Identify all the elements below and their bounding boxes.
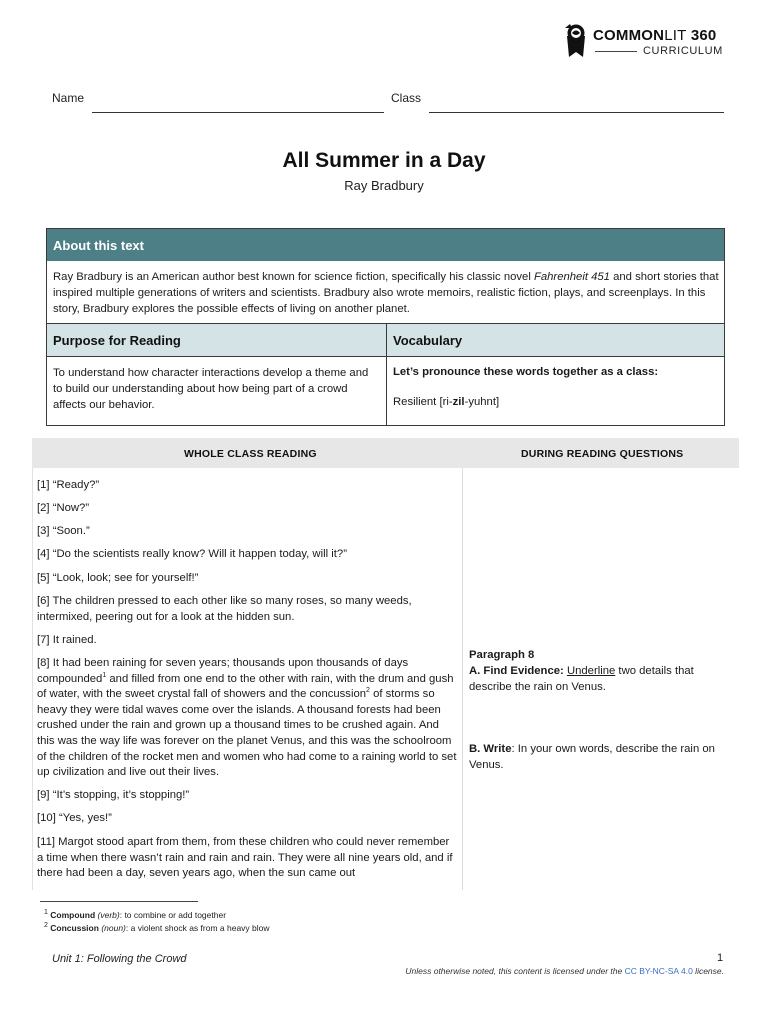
whole-class-reading-heading: WHOLE CLASS READING — [184, 448, 317, 460]
license-notice: Unless otherwise noted, this content is licensed under the CC BY-NC-SA 4.0 license. — [405, 966, 724, 976]
name-label: Name — [52, 91, 85, 105]
logo-rule — [595, 51, 637, 52]
commonlit-logo — [563, 22, 728, 62]
paragraph-3: [3] “Soon.” — [37, 525, 90, 537]
paragraph-2: [2] “Now?” — [37, 502, 90, 514]
logo-wordmark: COMMONLIT 360 — [593, 27, 717, 44]
class-field[interactable] — [429, 112, 724, 113]
paragraph-10: [10] “Yes, yes!” — [37, 812, 112, 824]
vocabulary-word: Resilient [ri-zil-yuhnt] — [393, 396, 500, 408]
paragraph-6: [6] The children pressed to each other like so many roses, so many weeds, intermixed, peering out for a look at the hidden sun. — [37, 595, 412, 623]
paragraph-1: [1] “Ready?” — [37, 479, 100, 491]
footnote-1: $^1$ Compound (verb): to combine or add together — [44, 909, 227, 920]
question-b: B. Write: In your own words, describe the rain on Venus. — [469, 743, 715, 771]
question-paragraph-label: Paragraph 8 — [469, 649, 535, 661]
paragraph-9: [9] “It’s stopping, it’s stopping!” — [37, 789, 190, 801]
column-border — [32, 468, 33, 890]
table-column-divider — [386, 324, 387, 426]
reading-section-header — [32, 438, 739, 468]
vocabulary-heading: Vocabulary — [387, 324, 724, 356]
about-heading: About this text — [47, 229, 724, 261]
footnote-2: $^2$ Concussion (noun): a violent shock as from a heavy blow — [44, 922, 270, 933]
paragraph-8: [8] It had been raining for seven years; thousands upon thousands of days compounded$^1$ and filled from one end to the other with rain, with the drum and gush of water, with the sweet crystal fall of showers and the concussion$^2$ of storms so heavy they were tidal waves come over the islands. A thousand forests had been crushed under the rain and grown up a thousand times to be crushed again. And this was the way life was forever on the planet Venus, and this was the schoolroom of the children of the rocket men and women who had come to a raining world to set up civilization and live out their lives. — [37, 657, 457, 779]
about-text: Ray Bradbury is an American author best known for science fiction, specifically his classic novel Fahrenheit 451 and short stories that inspired multiple generations of writers and scientists. Bradbury also wrote memoirs, realistic fiction, plays, and screenplays. In this story, Bradbury explores the possible effects of living on another planet. — [53, 271, 719, 315]
footnote-ref-2: 2 — [366, 687, 370, 695]
text-info-table — [46, 228, 725, 426]
column-divider — [462, 468, 463, 890]
name-field[interactable] — [92, 112, 384, 113]
logo-mark-icon — [563, 22, 589, 60]
footnote-rule — [40, 901, 198, 902]
paragraph-5: [5] “Look, look; see for yourself!” — [37, 572, 199, 584]
unit-label: Unit 1: Following the Crowd — [52, 953, 187, 965]
purpose-text: To understand how character interactions develop a theme and to build our understanding about how being part of a crowd affects our behavior. — [53, 367, 369, 411]
purpose-heading: Purpose for Reading — [47, 324, 386, 356]
paragraph-4: [4] “Do the scientists really know? Will it happen today, will it?” — [37, 548, 347, 560]
logo-subtitle: CURRICULUM — [643, 45, 723, 57]
class-label: Class — [391, 91, 422, 105]
paragraph-11: [11] Margot stood apart from them, from these children who could never remember a time when there wasn’t rain and rain and rain. They were all nine years old, and if there had been a day, seven years ago, when the sun came out — [37, 836, 453, 880]
paragraph-7: [7] It rained. — [37, 634, 97, 646]
page-title: All Summer in a Day — [282, 149, 486, 172]
question-a: A. Find Evidence: Underline two details that describe the rain on Venus. — [469, 665, 694, 693]
vocabulary-prompt: Let’s pronounce these words together as a class: — [393, 366, 659, 378]
during-reading-questions-heading: DURING READING QUESTIONS — [521, 448, 684, 460]
author-name: Ray Bradbury — [344, 178, 424, 193]
license-link[interactable]: CC BY-NC-SA 4.0 — [624, 966, 693, 976]
footnote-ref-1: 1 — [102, 671, 107, 679]
page-number: 1 — [717, 952, 724, 964]
